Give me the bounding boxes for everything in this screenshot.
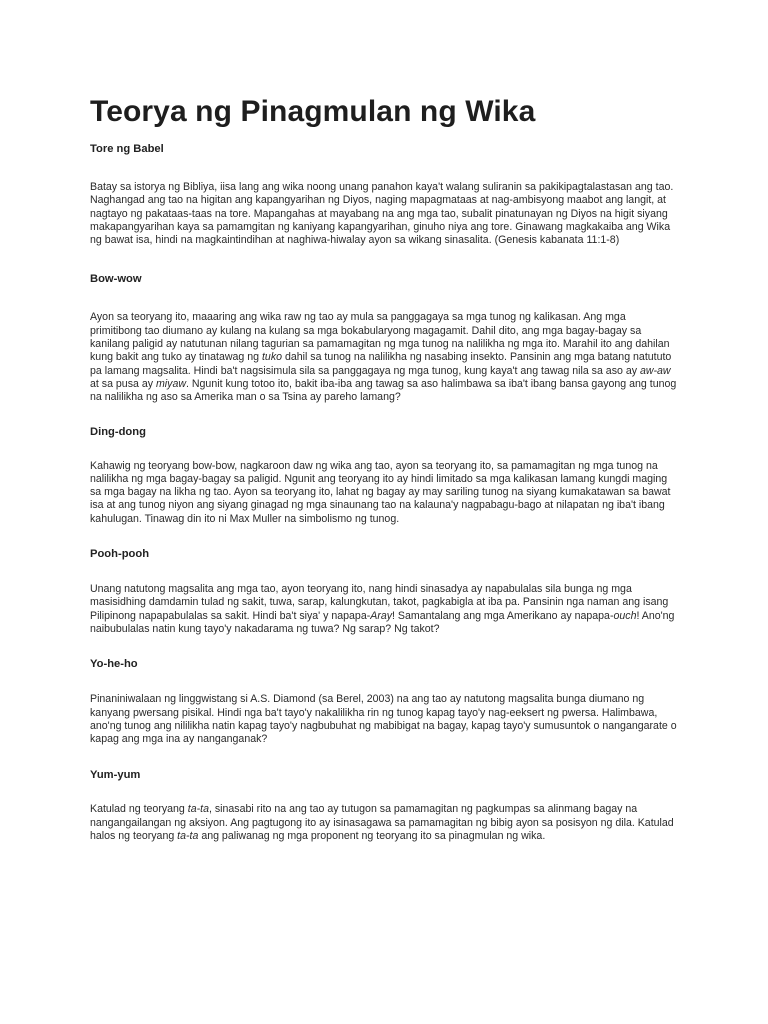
text-run: Ayon sa teoryang ito, maaaring ang wika raw ng tao ay mula sa panggagaya sa mga tunog ng kalikasan. Ang mga primitibong tao diumano ay kulang na kulang sa mga bokabularyong magagamit. Dahil dito, ang mga bagay-bagay sa kanilang paligid ay natutunan nilang tagurian sa pamamagitan ng mga tunog na nalilikha ng mga ito. Marahil ito ang dahilan kung bakit ang tuko ay tinatawag ng — [90, 311, 670, 364]
text-run: , sinasabi rito na ang tao ay tutugon sa pamamagitan ng pagkumpas sa alinmang bagay na nangangailangan ng aksiyon. Ang pagtugong ito ay isinasagawa sa pamamagitan ng bibig ayon sa posisyon ng dila. Katulad halos ng teoryang — [90, 803, 674, 843]
section-heading-yo-he-ho: Yo-he-ho — [90, 658, 138, 671]
text-run: Katulad ng teoryang — [90, 803, 188, 816]
document-page — [90, 94, 678, 843]
emphasis-text: aw-aw — [639, 364, 671, 377]
text-run: ! Ano'ng naibubulalas natin kung tayo'y nakadarama ng tuwa? Ng sarap? Ng takot? — [90, 609, 675, 635]
section-heading-pooh-pooh: Pooh-pooh — [90, 548, 150, 561]
emphasis-text: ta-ta — [177, 830, 199, 843]
emphasis-text: tuko — [261, 351, 283, 364]
text-run: Unang natutong magsalita ang mga tao, ayon teoryang ito, nang hindi sinasadya ay napabulalas sila bunga ng mga masisidhing damdamin tulad ng sakit, tuwa, sarap, kalungkutan, takot, pagkabigla at iba pa. Pansinin nga naman ang isang Pilipinong napapabulalas sa sakit. Hindi ba't siya' y napapa- — [90, 583, 669, 622]
text-run: ! Samantalang ang mga Amerikano ay napapa- — [392, 609, 614, 622]
section-heading-tore-ng-babel: Tore ng Babel — [90, 143, 164, 155]
section-heading-ding-dong: Ding-dong — [90, 425, 146, 438]
emphasis-text: ouch — [613, 609, 637, 622]
text-run: dahil sa tunog na nalilikha ng nasabing insekto. Pansinin ang mga batang natututo pa lamang magsalita. Hindi ba't nagsisimula sila sa panggagaya ng mga tunog, kung kaya't ang tawag nila sa aso ay — [90, 351, 672, 377]
paragraph-pooh-pooh — [90, 583, 678, 636]
emphasis-text: miyaw — [155, 377, 186, 390]
emphasis-text: ta-ta — [187, 803, 209, 816]
paragraph-tore-ng-babel: Batay sa istorya ng Bibliya, iisa lang ang wika noong unang panahon kaya't walang suliranin sa pakikipagtalastasan ang tao. Naghangad ang tao na higitan ang kapangyarihan ng Diyos, naging mapagmataas at nag-ambisyong maabot ang langit, at nagtayo ng pakataas-taas na tore. Mapangahas at mayabang na ang mga tao, subalit pinatunayan ng Diyos na higit siyang makapangyarihan kaya sa pamamgitan ng kaniyang kapangyarihan, ginuho niya ang tore. Ginawang magkakaiba ang Wika ng bawat isa, hindi na magkaintindihan at naghiwa-hiwalay ayon sa wikang sinasalita. (Genesis kabanata 11:1-8) — [90, 181, 674, 247]
text-run: at sa pusa ay — [90, 377, 156, 390]
text-run: ang paliwanag ng mga proponent ng teoryang ito sa pinagmulan ng wika. — [198, 830, 546, 843]
section-heading-bow-wow: Bow-wow — [90, 273, 142, 286]
page-title: Teorya ng Pinagmulan ng Wika — [90, 95, 536, 128]
paragraph-ding-dong: Kahawig ng teoryang bow-bow, nagkaroon daw ng wika ang tao, ayon sa teoryang ito, sa pamamagitan ng mga tunog na nalilikha ng mga bagay-bagay sa paligid. Ngunit ang teoryang ito ay hindi limitado sa mga kalikasan lamang kungdi maging sa mga bagay na likha ng tao. Ayon sa teoryang ito, lahat ng bagay ay may sariling tunog na siyang kumakatawan sa bawat isa at ang tunog niyon ang siyang ginagad ng mga sinaunang tao na kalauna'y nagpabagu-bago at nilapatan ng iba't ibang kahulugan. Tinawag din ito ni Max Muller na simbolismo ng tunog. — [90, 459, 671, 525]
paragraph-yum-yum — [90, 803, 678, 843]
section-heading-yum-yum: Yum-yum — [90, 769, 141, 782]
paragraph-yo-he-ho: Pinaniniwalaan ng linggwistang si A.S. Diamond (sa Berel, 2003) na ang tao ay natutong magsalita bunga diumano ng kanyang pwersang pisikal. Hindi nga ba't tayo'y nakalilikha rin ng tunog kapag tayo'y nag-eeksert ng pwersa. Halimbawa, ano'ng tunog ang nililikha natin kapag tayo'y nagbubuhat ng mabibigat na bagay, kapag tayo'y sumusuntok o nangangarate o kapag ang mga ina ay nanganganak? — [90, 693, 677, 746]
paragraph-bow-wow — [90, 311, 678, 404]
text-run: . Ngunit kung totoo ito, bakit iba-iba ang tawag sa aso halimbawa sa iba't ibang bansa gayong ang tunog na nalilikha ng aso sa Amerika man o sa Tsina ay pareho lamang? — [90, 377, 677, 404]
emphasis-text: Aray — [370, 609, 393, 622]
